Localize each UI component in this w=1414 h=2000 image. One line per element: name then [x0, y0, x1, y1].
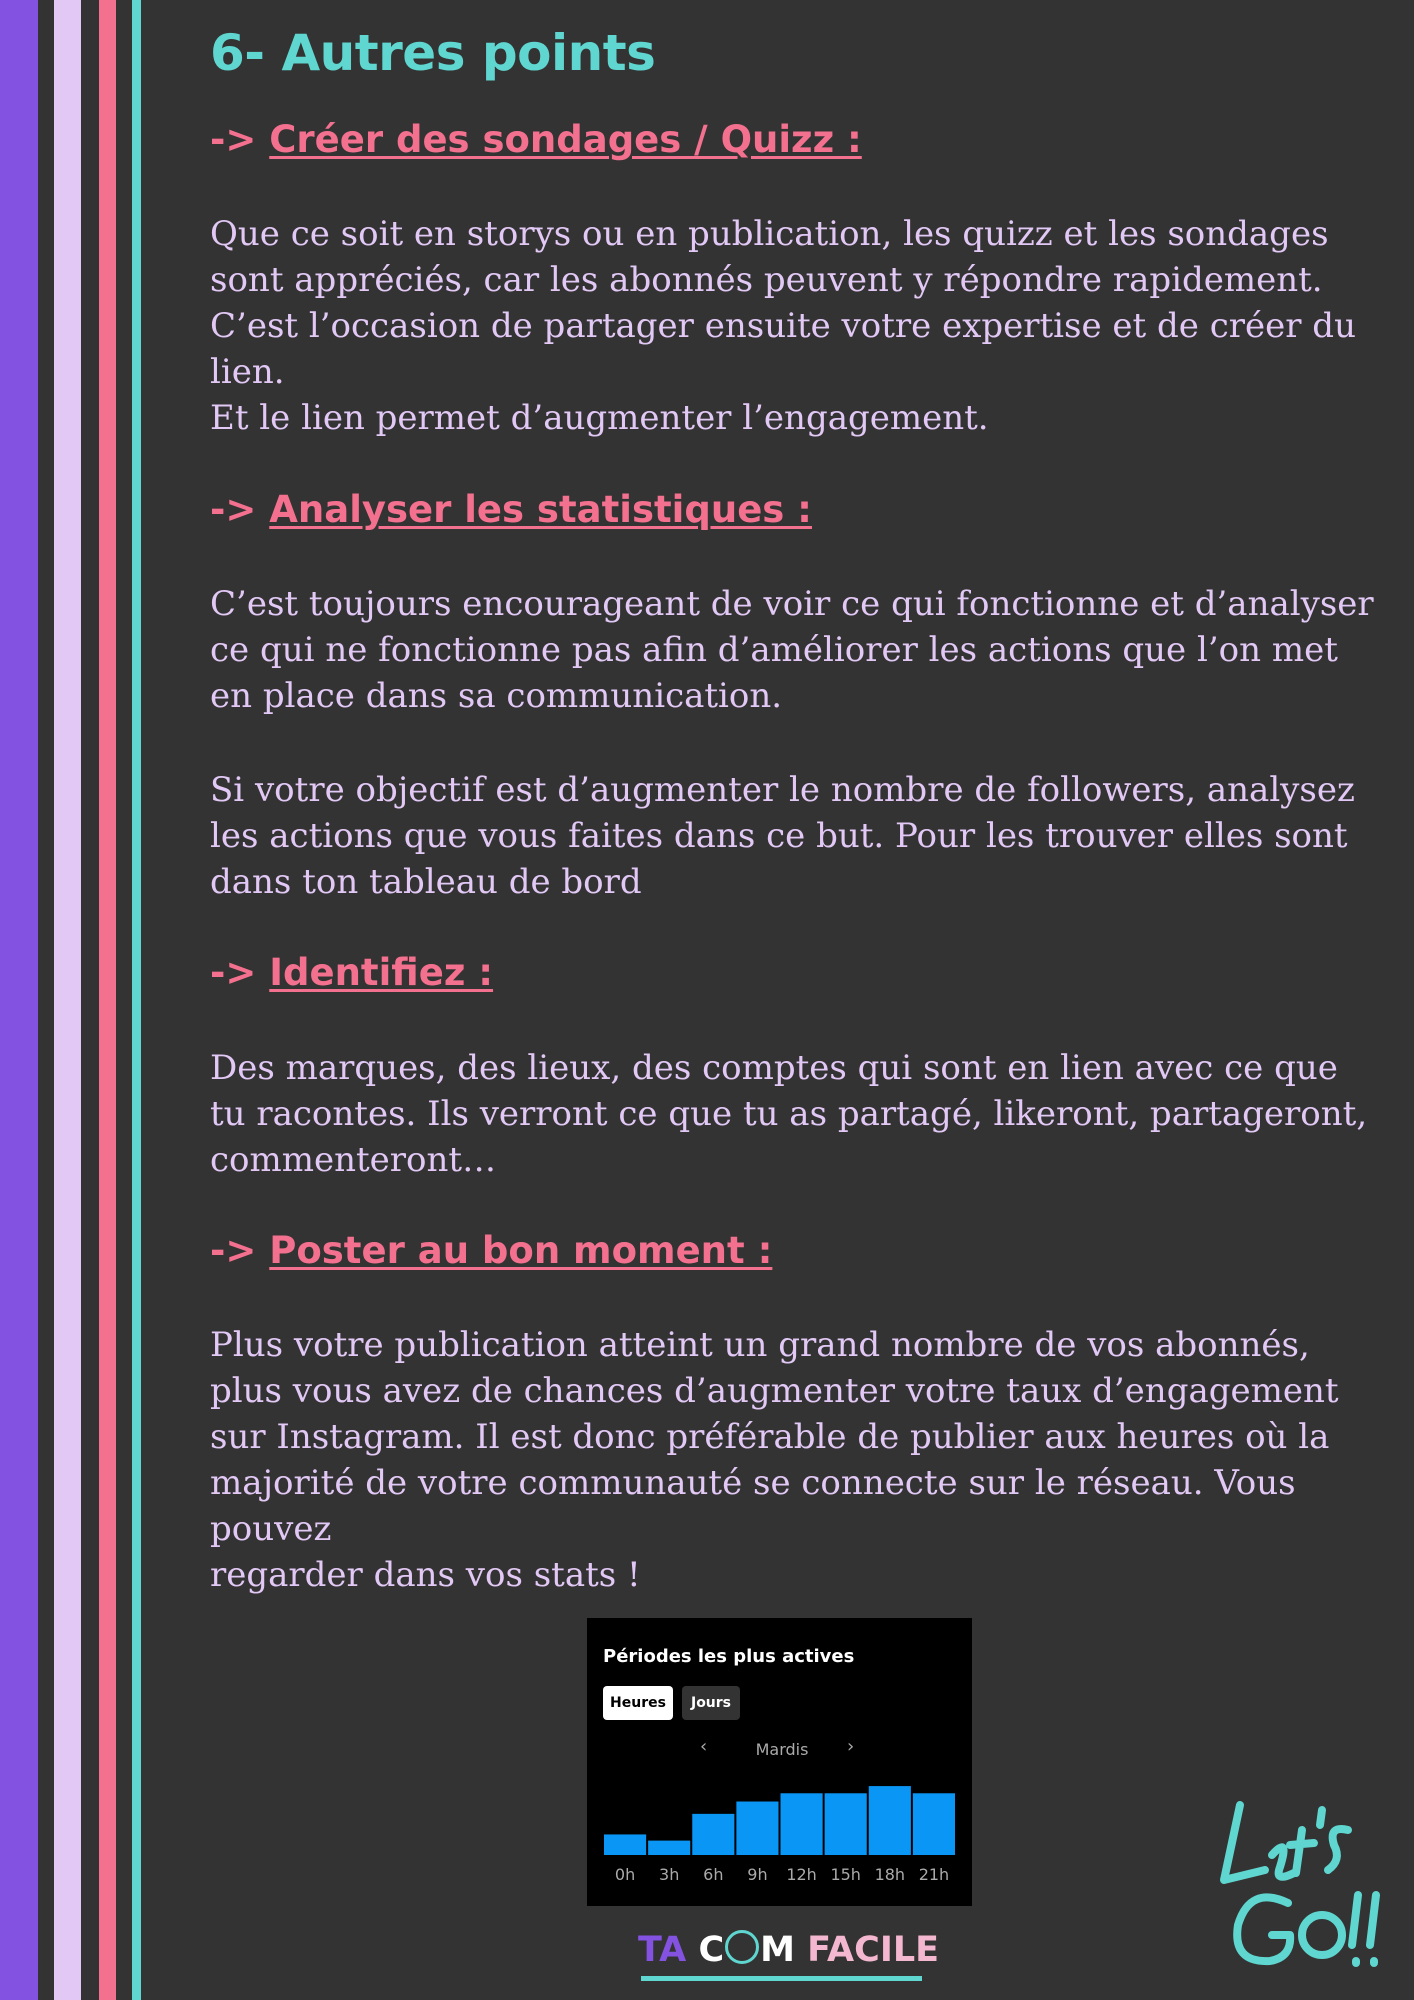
- decorative-stripe-purple: [0, 0, 38, 2000]
- stats-card-title: Périodes les plus actives: [603, 1646, 855, 1667]
- page-title: 6- Autres points: [210, 24, 656, 82]
- selected-day-label: Mardis: [755, 1740, 809, 1759]
- tick-label-6h: 6h: [703, 1865, 724, 1884]
- brand-ta: TA: [638, 1930, 687, 1970]
- bar-6h: [692, 1814, 734, 1855]
- arrow-label: ->: [210, 488, 257, 531]
- tick-label-21h: 21h: [918, 1865, 950, 1884]
- arrow-label: ->: [210, 1229, 257, 1272]
- tick-label-15h: 15h: [830, 1865, 861, 1884]
- stats-card: [587, 1618, 972, 1906]
- brand-facile: FACILE: [807, 1930, 940, 1970]
- chevron-right-icon[interactable]: ›: [847, 1736, 855, 1757]
- arrow-label: ->: [210, 118, 257, 161]
- brand-m: M: [760, 1930, 795, 1970]
- lets-go-logo: [1210, 1785, 1390, 1975]
- arrow-label: ->: [210, 951, 257, 994]
- decorative-stripe-teal: [132, 0, 141, 2000]
- brand-c: C: [698, 1930, 725, 1970]
- bar-9h: [736, 1802, 778, 1855]
- tick-label-0h: 0h: [614, 1865, 636, 1884]
- tick-label-12h: 12h: [786, 1865, 817, 1884]
- section-heading-sondages: [210, 118, 862, 161]
- brand-underline: [641, 1976, 922, 1981]
- decorative-stripe-pink: [99, 0, 116, 2000]
- heading-text: Créer des sondages / Quizz :: [269, 118, 862, 161]
- paragraph-identifiez: Des marques, des lieux, des comptes qui sont en lien avec ce que tu racontes. Ils verront ce que tu as partagé, likeront, partageront, commenteront…: [210, 1048, 1368, 1180]
- camera-icon: [725, 1930, 759, 1964]
- tab-heures[interactable]: Heures: [603, 1686, 673, 1720]
- chevron-left-icon[interactable]: ‹: [700, 1736, 708, 1757]
- section-heading-poster: [210, 1229, 772, 1272]
- paragraph-sondages: Que ce soit en storys ou en publication, les quizz et les sondages sont appréciés, car les abonnés peuvent y répondre rapidement. C’est l’occasion de partager ensuite votre expertise et de créer du lien. Et le lien permet d’augmenter l’engagement.: [210, 214, 1356, 438]
- tick-label-18h: 18h: [874, 1865, 906, 1884]
- paragraph-statistiques-2: Si votre objectif est d’augmenter le nombre de followers, analysez les actions que vous faites dans ce but. Pour les trouver elles sont dans ton tableau de bord: [210, 770, 1355, 902]
- bar-3h: [648, 1841, 690, 1855]
- decorative-stripe-lilac: [54, 0, 81, 2000]
- heading-text: Poster au bon moment :: [269, 1229, 773, 1272]
- paragraph-statistiques-1: C’est toujours encourageant de voir ce qui fonctionne et d’analyser ce qui ne fonctionne pas afin d’améliorer les actions que l’on met en place dans sa communication.: [210, 584, 1374, 716]
- tick-label-9h: 9h: [747, 1865, 768, 1884]
- brand-logo: [638, 1930, 939, 1970]
- bar-0h: [604, 1834, 646, 1855]
- tab-jours[interactable]: Jours: [682, 1686, 740, 1720]
- bar-15h: [825, 1793, 867, 1855]
- paragraph-poster: Plus votre publication atteint un grand nombre de vos abonnés, plus vous avez de chances d’augmenter votre taux d’engagement sur Instagram. Il est donc préférable de publier aux heures où la majorité de votre communauté se connecte sur le réseau. Vous pouvez regarder dans vos stats !: [210, 1325, 1339, 1595]
- heading-text: Analyser les statistiques :: [269, 488, 812, 531]
- bar-12h: [781, 1793, 823, 1855]
- bar-18h: [869, 1786, 911, 1855]
- activity-bar-chart: [603, 1783, 956, 1891]
- section-heading-statistiques: [210, 488, 812, 531]
- heading-text: Identifiez :: [269, 951, 494, 994]
- bar-21h: [913, 1793, 955, 1855]
- tick-label-3h: 3h: [659, 1865, 680, 1884]
- section-heading-identifiez: [210, 951, 493, 994]
